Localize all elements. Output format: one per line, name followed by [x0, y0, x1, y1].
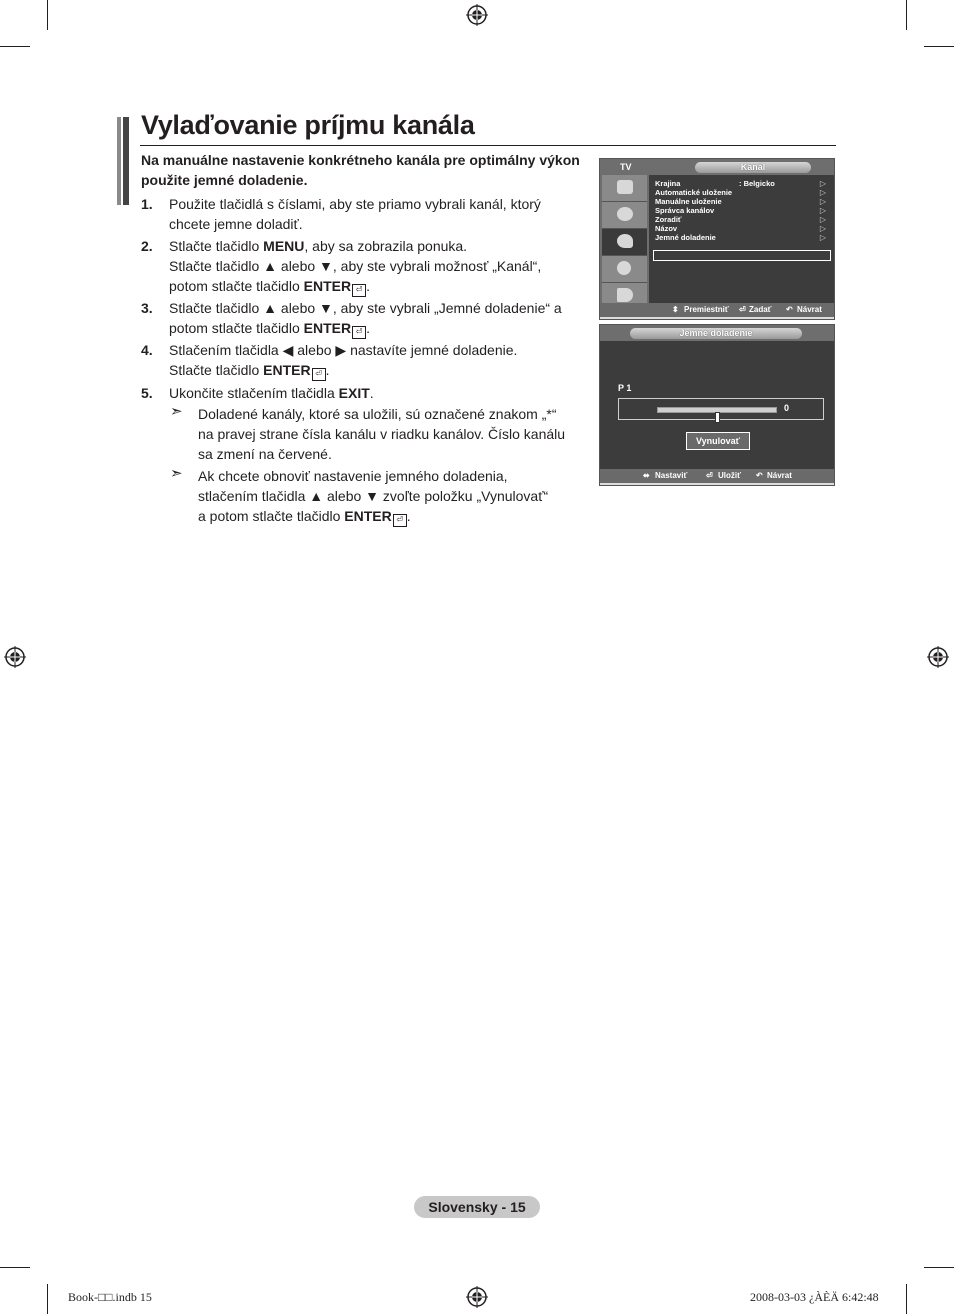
fine-tune-value: 0 — [784, 403, 790, 413]
step-text-line: Ukončite stlačením tlačidla EXIT. — [169, 385, 374, 401]
triangle-right-icon: ▷ — [819, 179, 826, 188]
step-number: 3. — [141, 300, 153, 316]
note-line: sa zmení na červené. — [198, 446, 332, 462]
step-text-line: Použite tlačidlá s číslami, aby ste priamo vybrali kanál, ktorý — [169, 196, 541, 212]
registration-mark-icon — [4, 646, 26, 668]
menu-list — [649, 175, 834, 303]
step-text-line: Stlačte tlačidlo ENTER ⏎ . — [169, 360, 594, 381]
back-icon: ↶ — [756, 471, 763, 480]
footer-adjust: Nastaviť — [655, 471, 688, 480]
fine-tune-slider-box — [618, 398, 824, 420]
menu-item-fine-tune[interactable]: Jemné doladenie — [655, 233, 716, 242]
step-text-line: Stlačením tlačidla ◀ alebo ▶ nastavíte jemné doladenie. — [169, 342, 518, 358]
enter-icon: ⏎ — [393, 514, 407, 527]
triangle-right-icon: ▷ — [819, 224, 826, 233]
step-text-line: potom stlačte tlačidlo ENTER ⏎ . — [169, 276, 594, 297]
step-number: 1. — [141, 196, 153, 212]
crop-mark — [0, 46, 30, 47]
triangle-right-icon: ▷ — [819, 206, 826, 215]
menu-item-name[interactable]: Názov — [655, 224, 678, 233]
crop-mark — [47, 0, 48, 30]
fine-tune-title: Jemné doladenie — [630, 328, 802, 339]
program-label: P 1 — [618, 383, 632, 393]
fine-tune-slider-track[interactable] — [657, 407, 777, 413]
screen-footer — [600, 303, 834, 317]
step-number: 4. — [141, 342, 153, 358]
menu-title: Kanál — [695, 162, 811, 173]
tv-fine-tune-screen — [599, 324, 835, 486]
registration-mark-icon — [466, 1286, 488, 1308]
updown-arrow-icon: ⬍ — [672, 305, 679, 314]
menu-item-krajina[interactable]: Krajina — [655, 179, 681, 188]
enter-icon: ⏎ — [312, 368, 326, 381]
enter-icon: ⏎ — [352, 326, 366, 339]
crop-mark — [924, 1267, 954, 1268]
menu-item-manual-save[interactable]: Manuálne uloženie — [655, 197, 722, 206]
heading-side-bars — [117, 117, 133, 205]
back-icon: ↶ — [786, 305, 793, 314]
menu-item-automatic-save[interactable]: Automatické uloženie — [655, 188, 733, 197]
crop-mark — [906, 0, 907, 30]
menu-icon-column — [600, 175, 649, 313]
footer-enter: Zadať — [749, 305, 772, 314]
fine-tune-slider-thumb[interactable] — [715, 412, 720, 423]
menu-selection-highlight — [653, 250, 831, 261]
reset-button[interactable]: Vynulovať — [686, 432, 750, 450]
screen-footer — [600, 469, 834, 483]
menu-item-channel-manager[interactable]: Správca kanálov — [655, 206, 715, 215]
note-arrow-icon: ➣ — [170, 465, 183, 482]
triangle-right-icon: ▷ — [819, 233, 826, 242]
intro-text: Na manuálne nastavenie konkrétneho kanála pre optimálny výkon použite jemné doladenie. — [141, 152, 580, 188]
slug-file-info: Book-□□.indb 15 — [68, 1290, 152, 1304]
step-text-line: chcete jemne doladiť. — [169, 216, 303, 232]
page-title: Vylaďovanie príjmu kanála — [141, 110, 475, 140]
tv-source-label: TV — [620, 162, 632, 172]
note-line: na pravej strane čísla kanálu v riadku kanálov. Číslo kanálu — [198, 426, 566, 442]
note-line: Doladené kanály, ktoré sa uložili, sú označené znakom „*“ — [198, 406, 557, 422]
step-number: 2. — [141, 238, 153, 254]
note-line: a potom stlačte tlačidlo ENTER ⏎ . — [198, 506, 593, 527]
setup-icon[interactable] — [602, 256, 647, 283]
crop-mark — [47, 1284, 48, 1314]
page-number-badge: Slovensky - 15 — [414, 1196, 540, 1218]
footer-back: Návrat — [767, 471, 792, 480]
picture-icon[interactable] — [602, 175, 647, 202]
registration-mark-icon — [466, 4, 488, 26]
leftright-arrow-icon: ⬌ — [643, 471, 650, 480]
triangle-right-icon: ▷ — [819, 188, 826, 197]
step-text-line: potom stlačte tlačidlo ENTER ⏎ . — [169, 318, 594, 339]
note-line: stlačením tlačidla ▲ alebo ▼ zvoľte položku „Vynulovať“ — [198, 488, 549, 504]
crop-mark — [906, 1284, 907, 1314]
note-arrow-icon: ➣ — [170, 403, 183, 420]
tv-menu-screen-channel — [599, 158, 835, 320]
step-text-line: Stlačte tlačidlo ▲ alebo ▼, aby ste vybrali „Jemné doladenie“ a — [169, 300, 562, 316]
enter-icon: ⏎ — [739, 305, 746, 314]
enter-icon: ⏎ — [706, 471, 713, 480]
step-number: 5. — [141, 385, 153, 401]
registration-mark-icon — [927, 646, 949, 668]
channel-icon[interactable] — [602, 229, 647, 256]
step-text-line: Stlačte tlačidlo ▲ alebo ▼, aby ste vybrali možnosť „Kanál“, — [169, 258, 542, 274]
enter-icon: ⏎ — [352, 284, 366, 297]
triangle-right-icon: ▷ — [819, 197, 826, 206]
note-line: Ak chcete obnoviť nastavenie jemného doladenia, — [198, 468, 508, 484]
note-2 — [198, 466, 593, 527]
triangle-right-icon: ▷ — [819, 215, 826, 224]
footer-save: Uložiť — [718, 471, 741, 480]
crop-mark — [0, 1267, 30, 1268]
sound-icon[interactable] — [602, 202, 647, 229]
title-divider — [140, 145, 836, 146]
note-1 — [198, 404, 593, 464]
footer-move: Premiestniť — [684, 305, 729, 314]
fine-tune-panel — [600, 341, 834, 469]
step-text-line: Stlačte tlačidlo MENU, aby sa zobrazila ponuka. — [169, 238, 468, 254]
menu-item-sort[interactable]: Zoradiť — [655, 215, 682, 224]
crop-mark — [924, 46, 954, 47]
footer-back: Návrat — [797, 305, 822, 314]
slug-timestamp: 2008-03-03 ¿ÀÈÄ 6:42:48 — [750, 1290, 879, 1304]
menu-item-krajina-value: : Belgicko — [739, 179, 775, 188]
